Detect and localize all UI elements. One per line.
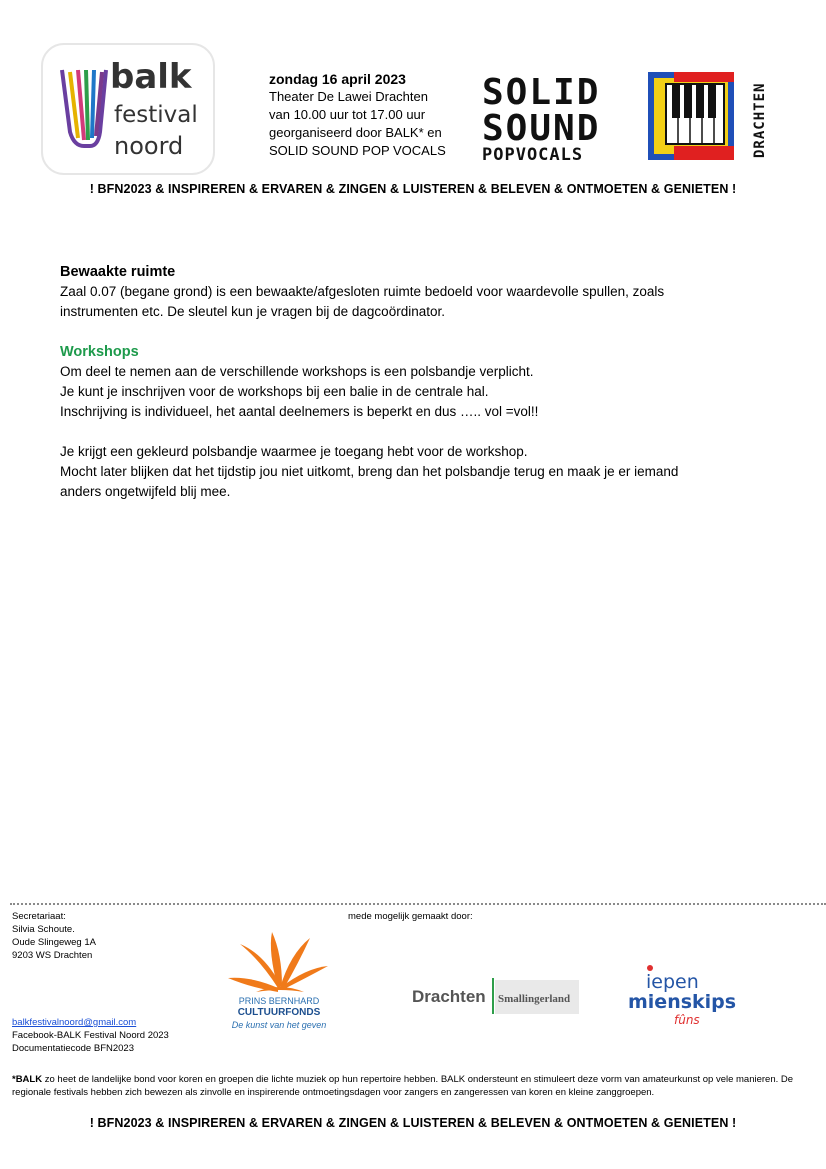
balk-logo-line2: festival — [114, 102, 198, 128]
facebook-line: Facebook-BALK Festival Noord 2023 — [12, 1030, 169, 1041]
footer-divider — [10, 903, 826, 905]
secretariat-label: Secretariaat: — [12, 911, 66, 922]
main-content — [60, 262, 760, 502]
pbc-line1: PRINS BERNHARD — [238, 996, 320, 1006]
event-organiser-2: SOLID SOUND POP VOCALS — [269, 143, 446, 158]
drachten-name: Drachten — [412, 987, 486, 1006]
workshops-line-5: Mocht later blijken dat het tijdstip jou niet uitkomt, breng dan het polsbandje terug en maak je er iemand — [60, 464, 679, 479]
prins-bernhard-cultuurfonds-logo — [220, 930, 338, 1034]
balk-note-bold: *BALK — [12, 1074, 43, 1085]
solid-logo-line2: SOUND — [482, 108, 601, 149]
workshops-heading: Workshops — [60, 344, 139, 360]
bewaakte-ruimte-heading: Bewaakte ruimte — [60, 264, 176, 280]
drachten-sub: Smallingerland — [498, 993, 571, 1005]
documentation-code: Documentatiecode BFN2023 — [12, 1043, 134, 1054]
balk-note-text: zo heet de landelijke bond voor koren en groepen die lichte muziek op hun repertoire hebben. BALK ondersteunt en stimuleert deze vorm van amateurkunst op vele manieren. De regionale festivals hebben zich bewezen als zinvolle en inspirerende ontmoetingsdagen voor zangers en zangeressen van koren en kleine zanggroepen. — [12, 1074, 794, 1098]
sponsor-label: mede mogelijk gemaakt door: — [348, 911, 473, 922]
workshops-line-3: Inschrijving is individueel, het aantal deelnemers is beperkt en dus ….. vol =vol!! — [60, 404, 539, 419]
workshops-line-4: Je krijgt een gekleurd polsbandje waarmee je toegang hebt voor de workshop. — [60, 444, 528, 459]
email-link[interactable]: balkfestivalnoord@gmail.com — [12, 1017, 137, 1028]
workshops-line-6: anders ongetwijfeld blij mee. — [60, 484, 231, 499]
secretariat-block — [12, 910, 96, 962]
secretariat-street: Oude Slingeweg 1A — [12, 937, 96, 948]
pbc-line2: CULTUURFONDS — [237, 1007, 321, 1018]
contact-block — [12, 1016, 169, 1055]
solid-logo-side: DRACHTEN — [752, 82, 768, 158]
iepen-line2: mienskips — [628, 991, 736, 1013]
balk-festival-logo — [40, 42, 216, 176]
bewaakte-ruimte-line-2: instrumenten etc. De sleutel kun je vragen bij de dagcoördinator. — [60, 304, 445, 319]
balk-note — [12, 1073, 812, 1099]
event-info — [269, 70, 446, 160]
balk-logo-line1: balk — [110, 57, 192, 97]
event-venue: Theater De Lawei Drachten — [269, 89, 428, 104]
iepen-line3: fûns — [674, 1013, 700, 1027]
iepen-line1: iepen — [646, 971, 699, 993]
workshops-line-1: Om deel te nemen aan de verschillende workshops is een polsbandje verplicht. — [60, 364, 534, 379]
event-time: van 10.00 uur tot 17.00 uur — [269, 107, 426, 122]
bewaakte-ruimte-line-1: Zaal 0.07 (begane grond) is een bewaakte/afgesloten ruimte bedoeld voor waardevolle spullen, zoals — [60, 284, 665, 299]
solid-logo-line1: SOLID — [482, 72, 601, 113]
pbc-line3: De kunst van het geven — [231, 1020, 327, 1030]
event-date: zondag 16 april 2023 — [269, 71, 406, 87]
iepen-mienskipsfuns-logo — [626, 962, 736, 1030]
secretariat-city: 9203 WS Drachten — [12, 950, 93, 961]
solid-sound-logo — [480, 70, 780, 164]
drachten-smallingerland-logo — [410, 978, 582, 1016]
workshops-line-2: Je kunt je inschrijven voor de workshops bij een balie in de centrale hal. — [60, 384, 489, 399]
tagline-bottom: ! BFN2023 & INSPIREREN & ERVAREN & ZINGEN & LUISTEREN & BELEVEN & ONTMOETEN & GENIETEN ! — [89, 1116, 737, 1130]
balk-logo-line3: noord — [114, 132, 184, 160]
tagline-top: ! BFN2023 & INSPIREREN & ERVAREN & ZINGEN & LUISTEREN & BELEVEN & ONTMOETEN & GENIETEN ! — [89, 182, 737, 196]
secretariat-name: Silvia Schoute. — [12, 924, 75, 935]
event-organiser: georganiseerd door BALK* en — [269, 125, 442, 140]
solid-logo-line3: POPVOCALS — [482, 145, 584, 164]
